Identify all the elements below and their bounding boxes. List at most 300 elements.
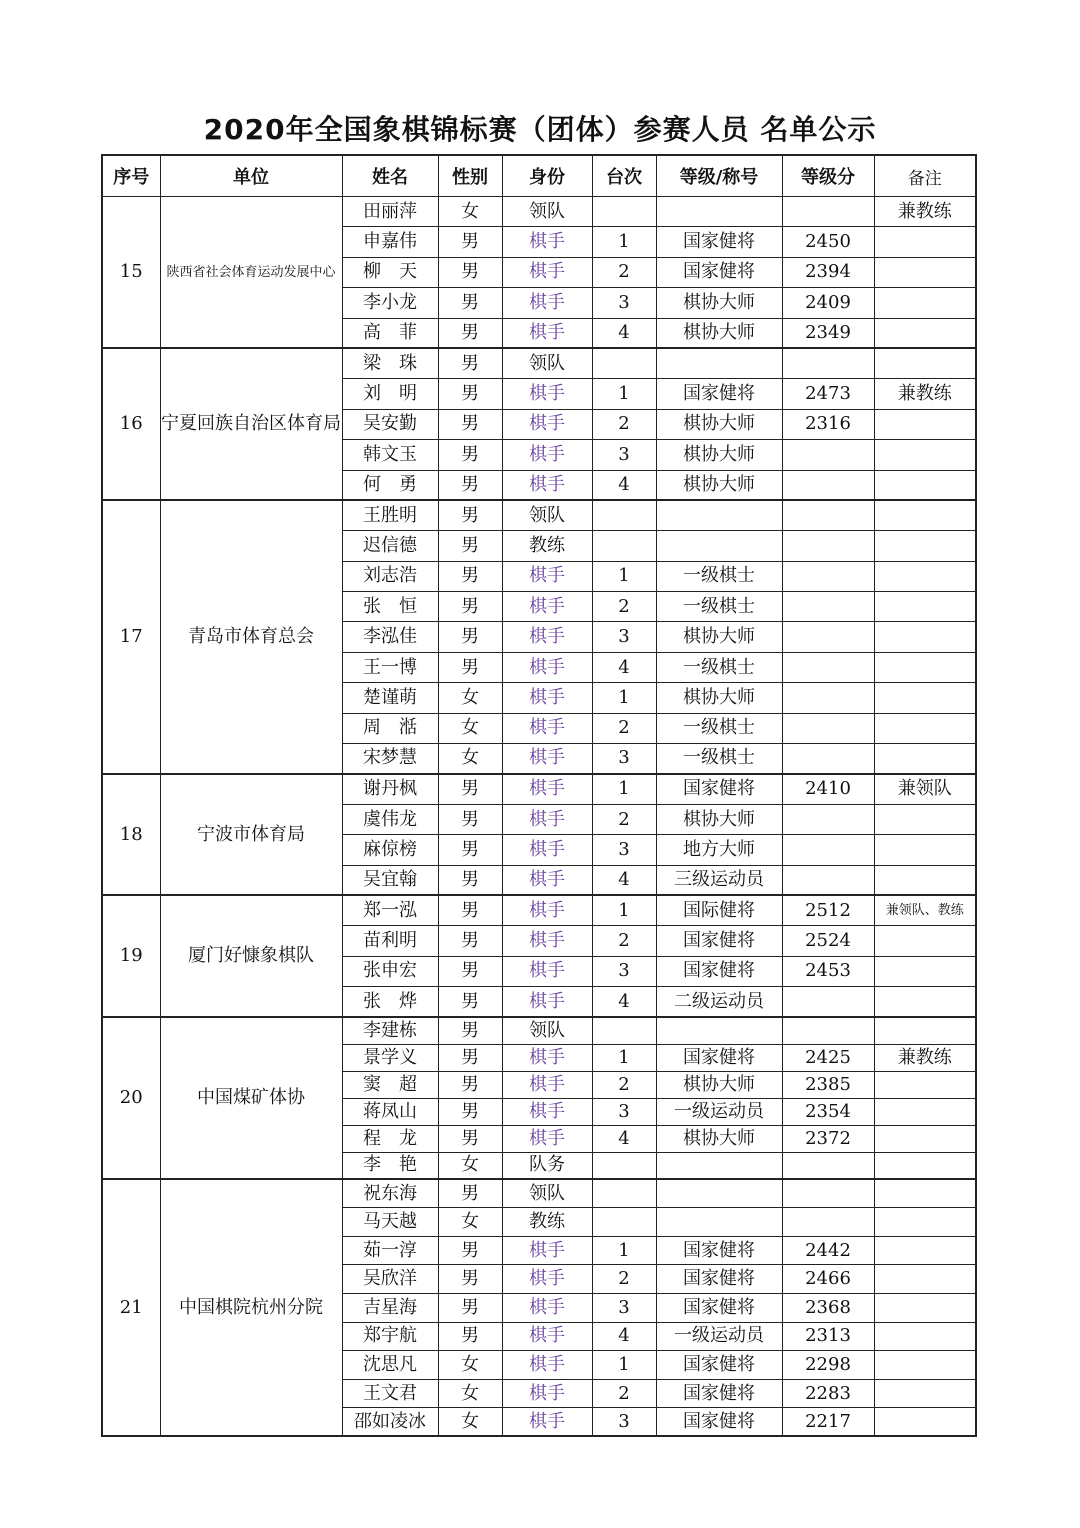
group-unit: 中国棋院杭州分院 — [160, 1179, 342, 1436]
name-cell: 梁 珠 — [342, 348, 438, 378]
board-cell: 1 — [592, 379, 656, 409]
gender-cell: 女 — [438, 1379, 502, 1408]
board-cell: 1 — [592, 227, 656, 257]
rank-cell — [656, 348, 782, 378]
gender-cell: 男 — [438, 865, 502, 895]
group-unit: 宁夏回族自治区体育局 — [160, 348, 342, 500]
note-cell — [874, 1125, 976, 1152]
rating-cell — [782, 835, 874, 865]
rating-cell — [782, 197, 874, 227]
name-cell: 沈思凡 — [342, 1351, 438, 1380]
name-cell: 李小龙 — [342, 288, 438, 318]
note-cell — [874, 288, 976, 318]
note-cell: 兼教练 — [874, 197, 976, 227]
rating-cell: 2512 — [782, 895, 874, 925]
gender-cell: 男 — [438, 500, 502, 530]
group-unit: 厦门好慷象棋队 — [160, 895, 342, 1017]
rank-cell: 棋协大师 — [656, 804, 782, 834]
note-cell — [874, 744, 976, 774]
rating-cell: 2410 — [782, 774, 874, 804]
rank-cell: 棋协大师 — [656, 622, 782, 652]
name-cell: 郑一泓 — [342, 895, 438, 925]
rank-cell: 棋协大师 — [656, 409, 782, 439]
board-cell — [592, 197, 656, 227]
gender-cell: 男 — [438, 1044, 502, 1071]
rank-cell: 国家健将 — [656, 1379, 782, 1408]
note-cell: 兼教练 — [874, 1044, 976, 1071]
rating-cell — [782, 744, 874, 774]
note-cell — [874, 257, 976, 287]
name-cell: 张 恒 — [342, 592, 438, 622]
rating-cell: 2450 — [782, 227, 874, 257]
rank-cell: 国际健将 — [656, 895, 782, 925]
rating-cell: 2466 — [782, 1265, 874, 1294]
note-cell — [874, 561, 976, 591]
table-row — [102, 500, 976, 530]
rank-cell — [656, 1017, 782, 1044]
rating-cell: 2394 — [782, 257, 874, 287]
gender-cell: 男 — [438, 956, 502, 986]
gender-cell: 男 — [438, 1125, 502, 1152]
rank-cell: 棋协大师 — [656, 318, 782, 348]
rank-cell: 国家健将 — [656, 379, 782, 409]
note-cell — [874, 1322, 976, 1351]
rank-cell — [656, 1208, 782, 1237]
rating-cell — [782, 531, 874, 561]
rating-cell — [782, 592, 874, 622]
rank-cell: 一级棋士 — [656, 652, 782, 682]
note-cell — [874, 1379, 976, 1408]
role-cell: 队务 — [502, 1152, 592, 1179]
board-cell: 3 — [592, 835, 656, 865]
gender-cell: 男 — [438, 409, 502, 439]
gender-cell: 男 — [438, 895, 502, 925]
role-cell: 棋手 — [502, 865, 592, 895]
rating-cell: 2217 — [782, 1408, 874, 1437]
board-cell: 1 — [592, 1236, 656, 1265]
role-cell: 棋手 — [502, 1125, 592, 1152]
gender-cell: 男 — [438, 348, 502, 378]
note-cell — [874, 1098, 976, 1125]
rating-cell: 2473 — [782, 379, 874, 409]
rank-cell — [656, 1179, 782, 1208]
name-cell: 吉星海 — [342, 1293, 438, 1322]
note-cell — [874, 622, 976, 652]
table-row — [102, 348, 976, 378]
role-cell: 棋手 — [502, 652, 592, 682]
rank-cell: 国家健将 — [656, 1044, 782, 1071]
note-cell — [874, 1351, 976, 1380]
board-cell: 3 — [592, 1098, 656, 1125]
role-cell: 棋手 — [502, 227, 592, 257]
gender-cell: 男 — [438, 531, 502, 561]
rank-cell: 一级棋士 — [656, 561, 782, 591]
rating-cell: 2409 — [782, 288, 874, 318]
rank-cell: 棋协大师 — [656, 440, 782, 470]
rating-cell: 2453 — [782, 956, 874, 986]
rank-cell: 棋协大师 — [656, 470, 782, 500]
page-title: 2020年全国象棋锦标赛（团体）参赛人员 名单公示 — [203, 113, 877, 146]
name-cell: 虞伟龙 — [342, 804, 438, 834]
gender-cell: 男 — [438, 561, 502, 591]
name-cell: 茹一淳 — [342, 1236, 438, 1265]
note-cell — [874, 440, 976, 470]
gender-cell: 男 — [438, 804, 502, 834]
board-cell: 3 — [592, 622, 656, 652]
gender-cell: 男 — [438, 1265, 502, 1294]
board-cell: 2 — [592, 713, 656, 743]
note-cell — [874, 804, 976, 834]
group-seq: 20 — [102, 1017, 160, 1179]
header-name: 姓名 — [342, 155, 438, 197]
name-cell: 柳 天 — [342, 257, 438, 287]
rating-cell: 2316 — [782, 409, 874, 439]
group-unit: 青岛市体育总会 — [160, 500, 342, 774]
group-seq: 17 — [102, 500, 160, 774]
board-cell: 4 — [592, 1125, 656, 1152]
roster-table — [101, 154, 977, 1437]
gender-cell: 女 — [438, 1152, 502, 1179]
role-cell: 教练 — [502, 531, 592, 561]
header-unit: 单位 — [160, 155, 342, 197]
board-cell — [592, 500, 656, 530]
role-cell: 领队 — [502, 197, 592, 227]
note-cell — [874, 1265, 976, 1294]
rating-cell: 2313 — [782, 1322, 874, 1351]
rank-cell: 一级棋士 — [656, 713, 782, 743]
header-row — [102, 155, 976, 197]
rank-cell: 棋协大师 — [656, 288, 782, 318]
role-cell: 棋手 — [502, 288, 592, 318]
role-cell: 棋手 — [502, 561, 592, 591]
rating-cell: 2368 — [782, 1293, 874, 1322]
rating-cell — [782, 348, 874, 378]
board-cell: 2 — [592, 257, 656, 287]
name-cell: 王胜明 — [342, 500, 438, 530]
gender-cell: 女 — [438, 197, 502, 227]
note-cell — [874, 956, 976, 986]
rating-cell — [782, 652, 874, 682]
gender-cell: 男 — [438, 835, 502, 865]
rank-cell: 国家健将 — [656, 956, 782, 986]
rating-cell — [782, 987, 874, 1017]
name-cell: 邵如凌冰 — [342, 1408, 438, 1437]
role-cell: 棋手 — [502, 1236, 592, 1265]
gender-cell: 女 — [438, 1351, 502, 1380]
gender-cell: 男 — [438, 1236, 502, 1265]
name-cell: 郑宇航 — [342, 1322, 438, 1351]
role-cell: 棋手 — [502, 409, 592, 439]
group-seq: 16 — [102, 348, 160, 500]
role-cell: 棋手 — [502, 1408, 592, 1437]
name-cell: 景学义 — [342, 1044, 438, 1071]
note-cell — [874, 500, 976, 530]
role-cell: 棋手 — [502, 1265, 592, 1294]
role-cell: 棋手 — [502, 1351, 592, 1380]
board-cell: 3 — [592, 440, 656, 470]
board-cell: 1 — [592, 561, 656, 591]
rating-cell: 2524 — [782, 926, 874, 956]
rank-cell: 国家健将 — [656, 1293, 782, 1322]
note-cell — [874, 531, 976, 561]
note-cell — [874, 470, 976, 500]
rating-cell — [782, 713, 874, 743]
rating-cell — [782, 622, 874, 652]
group-seq: 21 — [102, 1179, 160, 1436]
role-cell: 棋手 — [502, 1098, 592, 1125]
role-cell: 棋手 — [502, 1379, 592, 1408]
role-cell: 棋手 — [502, 1044, 592, 1071]
group-seq: 19 — [102, 895, 160, 1017]
rating-cell: 2349 — [782, 318, 874, 348]
rank-cell — [656, 1152, 782, 1179]
role-cell: 棋手 — [502, 926, 592, 956]
board-cell — [592, 1152, 656, 1179]
gender-cell: 女 — [438, 1208, 502, 1237]
gender-cell: 男 — [438, 440, 502, 470]
header-note: 备注 — [874, 155, 976, 197]
name-cell: 吴宜翰 — [342, 865, 438, 895]
note-cell — [874, 1017, 976, 1044]
gender-cell: 男 — [438, 622, 502, 652]
board-cell: 3 — [592, 744, 656, 774]
board-cell: 1 — [592, 895, 656, 925]
gender-cell: 男 — [438, 592, 502, 622]
board-cell: 2 — [592, 1071, 656, 1098]
group-seq: 18 — [102, 774, 160, 896]
board-cell: 2 — [592, 1379, 656, 1408]
name-cell: 谢丹枫 — [342, 774, 438, 804]
gender-cell: 男 — [438, 1322, 502, 1351]
rank-cell: 国家健将 — [656, 1408, 782, 1437]
name-cell: 刘 明 — [342, 379, 438, 409]
board-cell: 1 — [592, 1044, 656, 1071]
gender-cell: 男 — [438, 1017, 502, 1044]
note-cell — [874, 227, 976, 257]
role-cell: 棋手 — [502, 379, 592, 409]
role-cell: 领队 — [502, 1017, 592, 1044]
rating-cell — [782, 500, 874, 530]
board-cell: 3 — [592, 1293, 656, 1322]
gender-cell: 男 — [438, 288, 502, 318]
rating-cell — [782, 1208, 874, 1237]
name-cell: 程 龙 — [342, 1125, 438, 1152]
rank-cell — [656, 531, 782, 561]
board-cell: 2 — [592, 804, 656, 834]
name-cell: 田丽萍 — [342, 197, 438, 227]
gender-cell: 女 — [438, 713, 502, 743]
role-cell: 棋手 — [502, 744, 592, 774]
rank-cell: 国家健将 — [656, 1265, 782, 1294]
rank-cell: 地方大师 — [656, 835, 782, 865]
gender-cell: 男 — [438, 1179, 502, 1208]
gender-cell: 男 — [438, 257, 502, 287]
table-row — [102, 1179, 976, 1208]
note-cell — [874, 1293, 976, 1322]
rank-cell: 国家健将 — [656, 1236, 782, 1265]
board-cell: 1 — [592, 774, 656, 804]
group-seq: 15 — [102, 197, 160, 349]
name-cell: 苗利明 — [342, 926, 438, 956]
note-cell — [874, 318, 976, 348]
name-cell: 迟信德 — [342, 531, 438, 561]
table-row — [102, 774, 976, 804]
name-cell: 王文君 — [342, 1379, 438, 1408]
board-cell: 3 — [592, 1408, 656, 1437]
board-cell: 4 — [592, 470, 656, 500]
role-cell: 棋手 — [502, 1322, 592, 1351]
rank-cell: 一级运动员 — [656, 1322, 782, 1351]
rank-cell: 国家健将 — [656, 774, 782, 804]
gender-cell: 女 — [438, 683, 502, 713]
rank-cell: 棋协大师 — [656, 1125, 782, 1152]
note-cell — [874, 409, 976, 439]
note-cell — [874, 683, 976, 713]
board-cell: 2 — [592, 409, 656, 439]
board-cell — [592, 1017, 656, 1044]
name-cell: 韩文玉 — [342, 440, 438, 470]
gender-cell: 男 — [438, 926, 502, 956]
rank-cell: 三级运动员 — [656, 865, 782, 895]
header-gender: 性别 — [438, 155, 502, 197]
board-cell: 2 — [592, 926, 656, 956]
gender-cell: 男 — [438, 1293, 502, 1322]
rating-cell — [782, 561, 874, 591]
gender-cell: 男 — [438, 318, 502, 348]
name-cell: 祝东海 — [342, 1179, 438, 1208]
rank-cell: 国家健将 — [656, 926, 782, 956]
rank-cell — [656, 500, 782, 530]
note-cell — [874, 865, 976, 895]
note-cell — [874, 1071, 976, 1098]
rating-cell — [782, 683, 874, 713]
table-row — [102, 1017, 976, 1044]
name-cell: 何 勇 — [342, 470, 438, 500]
role-cell: 棋手 — [502, 835, 592, 865]
rating-cell — [782, 1017, 874, 1044]
role-cell: 教练 — [502, 1208, 592, 1237]
rank-cell: 一级棋士 — [656, 744, 782, 774]
role-cell: 棋手 — [502, 987, 592, 1017]
rating-cell: 2425 — [782, 1044, 874, 1071]
note-cell — [874, 348, 976, 378]
role-cell: 棋手 — [502, 895, 592, 925]
header-rating: 等级分 — [782, 155, 874, 197]
role-cell: 棋手 — [502, 1293, 592, 1322]
name-cell: 马天越 — [342, 1208, 438, 1237]
gender-cell: 男 — [438, 470, 502, 500]
note-cell: 兼领队 — [874, 774, 976, 804]
rank-cell: 二级运动员 — [656, 987, 782, 1017]
role-cell: 棋手 — [502, 470, 592, 500]
role-cell: 棋手 — [502, 804, 592, 834]
note-cell: 兼领队、教练 — [874, 895, 976, 925]
board-cell: 4 — [592, 987, 656, 1017]
board-cell: 1 — [592, 1351, 656, 1380]
rating-cell: 2354 — [782, 1098, 874, 1125]
rating-cell — [782, 440, 874, 470]
role-cell: 棋手 — [502, 592, 592, 622]
rating-cell — [782, 804, 874, 834]
rank-cell: 国家健将 — [656, 227, 782, 257]
board-cell: 2 — [592, 592, 656, 622]
note-cell — [874, 1208, 976, 1237]
group-unit: 中国煤矿体协 — [160, 1017, 342, 1179]
name-cell: 申嘉伟 — [342, 227, 438, 257]
role-cell: 领队 — [502, 1179, 592, 1208]
table-row — [102, 197, 976, 227]
name-cell: 刘志浩 — [342, 561, 438, 591]
board-cell — [592, 1179, 656, 1208]
name-cell: 李建栋 — [342, 1017, 438, 1044]
board-cell: 2 — [592, 1265, 656, 1294]
role-cell: 棋手 — [502, 1071, 592, 1098]
role-cell: 棋手 — [502, 440, 592, 470]
note-cell — [874, 987, 976, 1017]
rating-cell: 2385 — [782, 1071, 874, 1098]
role-cell: 棋手 — [502, 713, 592, 743]
note-cell — [874, 835, 976, 865]
role-cell: 棋手 — [502, 318, 592, 348]
name-cell: 宋梦慧 — [342, 744, 438, 774]
board-cell: 3 — [592, 288, 656, 318]
rank-cell: 国家健将 — [656, 1351, 782, 1380]
rank-cell: 一级棋士 — [656, 592, 782, 622]
header-board: 台次 — [592, 155, 656, 197]
rating-cell: 2442 — [782, 1236, 874, 1265]
board-cell: 3 — [592, 956, 656, 986]
rank-cell: 一级运动员 — [656, 1098, 782, 1125]
role-cell: 棋手 — [502, 622, 592, 652]
rating-cell — [782, 1152, 874, 1179]
name-cell: 蒋凤山 — [342, 1098, 438, 1125]
role-cell: 棋手 — [502, 257, 592, 287]
board-cell: 4 — [592, 1322, 656, 1351]
role-cell: 棋手 — [502, 956, 592, 986]
name-cell: 楚谨萌 — [342, 683, 438, 713]
name-cell: 高 菲 — [342, 318, 438, 348]
board-cell: 4 — [592, 318, 656, 348]
gender-cell: 男 — [438, 379, 502, 409]
rating-cell: 2372 — [782, 1125, 874, 1152]
table-row — [102, 895, 976, 925]
header-role: 身份 — [502, 155, 592, 197]
note-cell — [874, 592, 976, 622]
rank-cell: 棋协大师 — [656, 1071, 782, 1098]
note-cell — [874, 1179, 976, 1208]
note-cell — [874, 1408, 976, 1437]
name-cell: 张申宏 — [342, 956, 438, 986]
roster-body — [102, 197, 976, 1437]
name-cell: 李 艳 — [342, 1152, 438, 1179]
note-cell — [874, 652, 976, 682]
gender-cell: 男 — [438, 1098, 502, 1125]
gender-cell: 男 — [438, 774, 502, 804]
name-cell: 周 湉 — [342, 713, 438, 743]
rating-cell — [782, 865, 874, 895]
rating-cell — [782, 1179, 874, 1208]
name-cell: 吴安勤 — [342, 409, 438, 439]
note-cell — [874, 926, 976, 956]
rating-cell — [782, 470, 874, 500]
board-cell — [592, 531, 656, 561]
rating-cell: 2283 — [782, 1379, 874, 1408]
name-cell: 吴欣洋 — [342, 1265, 438, 1294]
rating-cell: 2298 — [782, 1351, 874, 1380]
gender-cell: 男 — [438, 227, 502, 257]
board-cell — [592, 1208, 656, 1237]
note-cell: 兼教练 — [874, 379, 976, 409]
